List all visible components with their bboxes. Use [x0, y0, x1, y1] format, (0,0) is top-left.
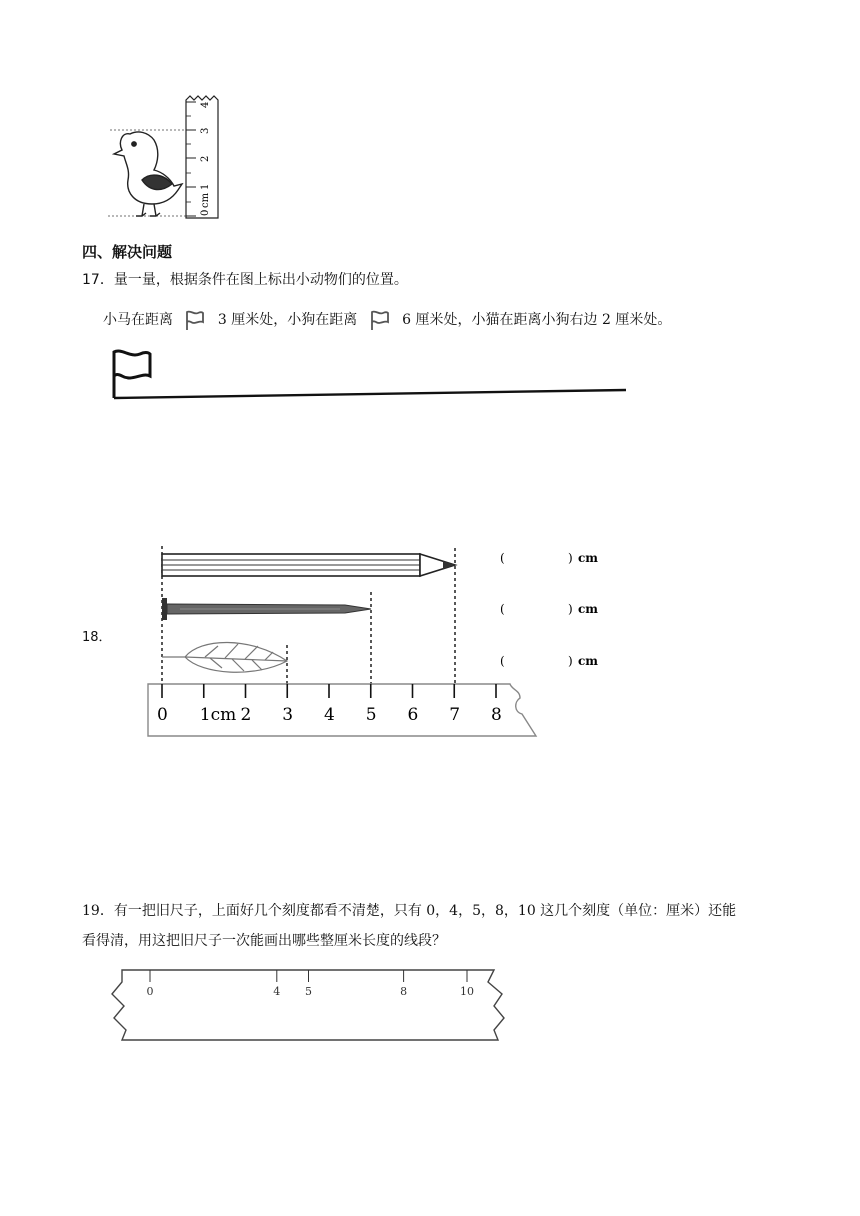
svg-text:): ): [568, 551, 573, 565]
ruler-tick-2: 2: [200, 155, 211, 162]
svg-text:cm: cm: [578, 654, 599, 668]
ruler-tick-3: 3: [200, 127, 211, 134]
leaf-drawing: [162, 642, 287, 672]
horizontal-ruler: [148, 684, 536, 736]
answer-blank-pencil[interactable]: [500, 551, 598, 565]
svg-text:): ): [568, 654, 573, 668]
section-title: 四、解决问题: [82, 243, 173, 261]
q18-measure-figure: [140, 540, 610, 745]
q19-line1: 19．有一把旧尺子，上面好几个刻度都看不清楚，只有 0，4，5，8，10 这几个刻度（单位：厘米）还能: [82, 903, 737, 919]
q19-text: [82, 901, 812, 951]
ruler-label: 5: [365, 705, 377, 725]
ruler-label: 4: [324, 705, 335, 725]
old-ruler-label: 10: [460, 985, 474, 998]
q17-prompt: [82, 270, 408, 290]
measure-line: [114, 390, 626, 398]
svg-text:cm: cm: [578, 602, 599, 616]
start-flag-icon: [114, 351, 150, 398]
ruler-unit: cm: [200, 192, 211, 208]
ruler-tick-4: 4: [200, 101, 211, 108]
svg-text:cm: cm: [578, 551, 599, 565]
answer-blank-nail[interactable]: [500, 602, 598, 616]
old-ruler-label: 5: [305, 985, 312, 998]
ruler-label: 3: [282, 705, 294, 725]
flag-icon: [183, 308, 207, 332]
bird-drawing: [114, 132, 182, 216]
ruler-label: 2: [240, 705, 252, 725]
old-ruler-label: 0: [146, 985, 154, 998]
flag-icon: [368, 308, 392, 332]
bird-ruler-figure: [100, 92, 230, 224]
old-ruler-label: 4: [273, 985, 281, 998]
q17-cond-part1: 小马在距离: [103, 312, 173, 328]
svg-text:(: (: [500, 654, 505, 668]
nail-drawing: [162, 598, 371, 620]
q19-old-ruler: [108, 966, 508, 1046]
svg-text:(: (: [500, 602, 505, 616]
q19-line2: 看得清，用这把旧尺子一次能画出哪些整厘米长度的线段？: [82, 933, 446, 949]
vertical-ruler: [186, 96, 218, 218]
pencil-drawing: [162, 554, 455, 576]
q17-cond-part2: 3 厘米处，小狗在距离: [217, 312, 358, 328]
q17-flag-line-figure: [108, 346, 632, 402]
ruler-tick-1: 1: [200, 183, 211, 190]
q19-number: 19．: [82, 903, 114, 919]
ruler-label: 8: [491, 705, 502, 725]
q17-cond-part3: 6 厘米处，小猫在距离小狗右边 2 厘米处。: [402, 312, 672, 328]
ruler-label: 6: [407, 705, 419, 725]
q18-number: 18．: [82, 630, 112, 645]
ruler-tick-0: 0: [200, 209, 211, 216]
q17-number: 17．: [82, 272, 114, 288]
ruler-label: 1cm: [199, 705, 237, 725]
ruler-label: 0: [157, 705, 168, 725]
q17-conditions: [103, 308, 671, 332]
old-ruler-label: 8: [400, 985, 408, 998]
svg-text:): ): [568, 602, 573, 616]
answer-blank-leaf[interactable]: [500, 654, 598, 668]
q17-prompt-text: 量一量，根据条件在图上标出小动物们的位置。: [113, 272, 408, 288]
ruler-label: 7: [449, 705, 461, 725]
svg-text:(: (: [500, 551, 505, 565]
